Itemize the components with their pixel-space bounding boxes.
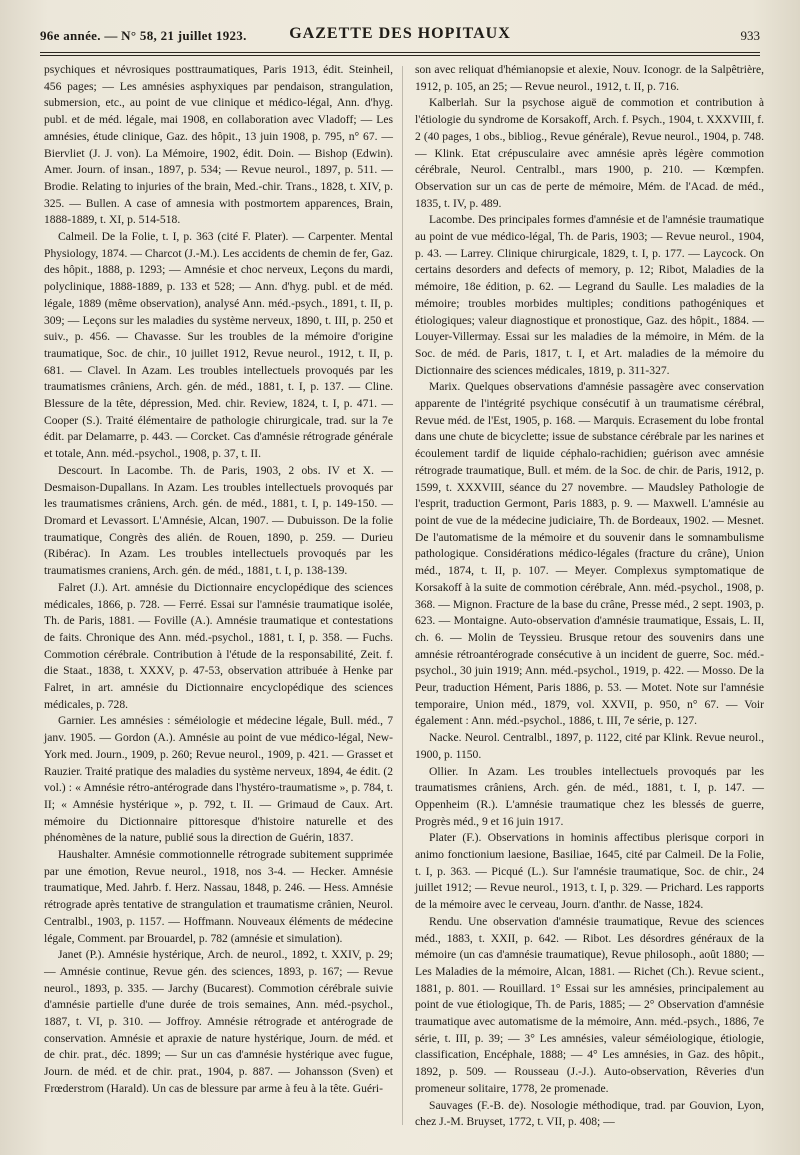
left-column xyxy=(44,62,393,1135)
page-header xyxy=(40,22,760,52)
paragraph: Rendu. Une observation d'amnésie traumatique, Revue des sciences méd., 1883, t. XXII, p. 642. — Ribot. Les désordres généraux de la mémoire (un cas d'amnésie traumatique), Revue philosoph., août 1880; — Les Maladies de la mémoire, Alcan, 1881. — Richet (Ch.). Revue scient., 1881, p. 801. — Rouillard. 1° Essai sur les amnésies, principalement au point de vue étiologique, Th. de Paris, 1885; — 2° Observation d'amnésie traumatique avec automatisme de la mémoire, Ann. méd.-psych., 1886, 7e série, t. III, p. 39; — 3° Les amnésies, valeur séméiologique, étiologie, classification, Encéphale, 1888; — 4° Les amnésies, in Gaz. des hôpit., 1892, p. 509. — Rousseau (J.-J.). Auto-observation, Rêveries d'un promeneur solitaire, 1778, 2e promenade. xyxy=(415,914,764,1095)
paragraph: Nacke. Neurol. Centralbl., 1897, p. 1122, cité par Klink. Revue neurol., 1900, p. 1150. xyxy=(415,731,764,761)
paragraph: Garnier. Les amnésies : séméiologie et médecine légale, Bull. méd., 7 janv. 1905. — Gordon (A.). Amnésie au point de vue médico-légal, New-York med. Journ., 1909, p. 260; Revue neurol., 1909, p. 421. — Grasset et Rauzier. Traité pratique des maladies du système nerveux, 1894, 4e édit. (2 vol.) : « Amnésie rétro-antérograde dans l'hystéro-traumatisme », p. 784, t. II; « Amnésie hystérique », p. 792, t. II. — Grimaud de Caux. Art. mémoire du Dictionnaire pittoresque d'histoire naturelle et des phénomènes de la nature, publié sous la direction de Guérin, 1837. xyxy=(44,714,393,845)
journal-title: GAZETTE DES HOPITAUX xyxy=(289,25,511,42)
paragraph: Marix. Quelques observations d'amnésie passagère avec conservation apparente de l'intégrité psychique consécutif à un traumatisme cérébral, Revue méd. de l'Est, 1905, p. 168. — Marquis. Ecrasement du lobe frontal dans une chute de bicyclette; issue de substance cérébrale par les narines et écoulement tardif de liquide céphalo-rachidien; guérison avec amnésie rétrograde traumatique, Bull. et mém. de la Soc. de chir. de Paris, 1912, p. 1599, t. XXXVIII, séance du 27 novembre. — Maudsley Pathologie de l'esprit, traduction Germont, Paris 1883, p. 9. — Maxwell. L'amnésie au point de vue de la médecine judiciaire, Th. de Bordeaux, 1902. — Mesnet. De l'automatisme de la mémoire et du souvenir dans le somnambulisme pathologique. Considérations médico-légales (fracture du crâne), Union méd., 1874, t. II, p. 107. — Meyer. Complexus symptomatique de Korsakoff à la suite de commotion cérébrale, Ann. méd.-psychol., 1908, p. 368. — Mignon. Fracture de la base du crâne, Presse méd., 2 sept. 1903, p. 623. — Montaigne. Auto-observation d'amnésie traumatique, Essais, L. II, ch. 6. — Molin de Teyssieu. Brusque retour des souvenirs dans une amnésie rétroantérograde consécutive à un incident de guerre, Soc. méd.-psychol., 30 juin 1919; Ann. méd.-psychol., 1919, p. 422. — Mosso. De la Peur, traduction Hément, Paris 1886, p. 53. — Motet. Note sur l'amnésie temporaire, Union méd., 1879, vol. XXVII, p. 950, n° 67. — Voir également : Ann. méd.-psychol., 1886, t. III, 7e série, p. 127. xyxy=(415,380,764,728)
paragraph: Ollier. In Azam. Les troubles intellectuels provoqués par les traumatismes crâniens, Arch. gén. de méd., 1881, t. I, p. 147. — Oppenheim (R.). L'amnésie traumatique chez les blessés de guerre, Progrès méd., 9 et 16 juin 1917. xyxy=(415,764,764,828)
paragraph: psychiques et névrosiques posttraumatiques, Paris 1913, édit. Steinheil, 456 pages; — Les amnésies asphyxiques par pendaison, strangulation, submersion, etc., au point de vue clinique et médico-légal, Ann. d'hyg. publ. et de méd. légale, mai 1908, en collaboration avec Vladoff; — Les amnésies, étude clinique, Gaz. des hôpit., 13 juin 1908, p. 795, n° 67. — Biervliet (J. J. von). La Mémoire, 1902, édit. Doin. — Bishop (Edwin). Amer. Journ. of insan., 1897, p. 534; — Revue neurol., 1897, p. 511. — Brodie. Relating to injuries of the brain, Med.-chir. Trans., 1828, t. XIV, p. 325. — Bullen. A case of amnesia with postmortem apparences, Brain, 1888-1889, t. XI, p. 514-518. xyxy=(44,63,393,227)
paragraph: Kalberlah. Sur la psychose aiguë de commotion et contribution à l'étiologie du syndrome de Korsakoff, Arch. f. Psych., 1904, t. XXXVIII, f. 2 (40 pages, 1 obs., bibliog., Revue générale), Revue neurol., 1904, p. 748. — Klink. Etat crépusculaire avec amnésie après légère commotion cérébrale, Neurol. Centralbl., mars 1900, p. 210. — Kœmpfen. Observation sur un cas de perte de mémoire, Mém. de l'Acad. de méd., 1835, t. IV, p. 489. xyxy=(415,96,764,210)
paragraph: Descourt. In Lacombe. Th. de Paris, 1903, 2 obs. IV et X. — Desmaison-Dupallans. In Azam. Les troubles intellectuels provoqués par les traumatismes crâniens, Arch. gén. de méd., 1881, t. I, p. 149-150. — Dromard et Levassort. L'Amnésie, Alcan, 1907. — Dubuisson. De la folie traumatique, Congrès des alién. de Rouen, 1890, p. 259. — Durieu (Ribérac). In Azam. Les troubles intellectuels provoqués par les traumatismes craniens, Arch. gén. de méd., 1881, t. I, p. 138-139. xyxy=(44,463,393,578)
column-divider xyxy=(402,66,403,1125)
page-number: 933 xyxy=(740,28,760,43)
issue-info: 96e année. — N° 58, 21 juillet 1923. xyxy=(40,28,247,43)
paragraph: Falret (J.). Art. amnésie du Dictionnaire encyclopédique des sciences médicales, 1866, p. 728. — Ferré. Essai sur l'amnésie traumatique isolée, Th. de Paris, 1881. — Foville (A.). Amnésie traumatique et contestations de faits. Chronique des Ann. méd.-psychol., 1881, t. I, p. 358. — Fuchs. Commotion cérébrale. Contribution à l'étude de la responsabilité, Zeit. f. die Staat., 1838, t. XXXV, p. 47-53, observation attribuée à Henke par Falret, in art. amnésie du Dictionnaire encyclopédique des sciences médicales, p. 728. xyxy=(44,580,393,711)
paragraph: son avec reliquat d'hémianopsie et alexie, Nouv. Iconogr. de la Salpêtrière, 1912, p. 105, an 25; — Revue neurol., 1912, t. II, p. 716. xyxy=(415,63,764,93)
paragraph: Calmeil. De la Folie, t. I, p. 363 (cité F. Plater). — Carpenter. Mental Physiology, 1874. — Charcot (J.-M.). Les accidents de chemin de fer, Gaz. des hôpit., 1888, p. 1293; — Amnésie et choc nerveux, Leçons du mardi, polyclinique, 1888-1889, p. 133 et 528; — Ann. d'hyg. publ. et de méd. légale, 1889 (même observation), analysé Ann. méd.-psych., 1891, t. II, p. 309; — Leçons sur les maladies du système nerveux, 1890, t. III, p. 250 et suiv., p. 456. — Chavasse. Sur les troubles de la mémoire d'origine traumatique, Soc. de chir., 10 juillet 1912, Revue neurol., 1912, t. II, p. 681. — Clavel. In Azam. Les troubles intellectuels provoqués par les traumatismes crâniens, Arch. gén. de méd., 1881, t. I, p. 137. — Cline. Blessure de la tête, dépression, Med. chir. Review, 1824, t. I, p. 471. — Cooper (S.). Traité élémentaire de pathologie chirurgicale, trad. sur la 7e édit. par Delamarre, p. 443. — Corcket. Cas d'amnésie rétrograde générale et totale, Ann. méd.-psychol., 1908, p. 37, t. II. xyxy=(44,230,393,461)
paragraph: Haushalter. Amnésie commotionnelle rétrograde subitement supprimée par une émotion, Revue neurol., 1918, nos 3-4. — Hecker. Amnésie traumatique, Med. Jahrb. f. Herz. Nassau, 1848, p. 246. — Hess. Amnésie rétrograde après tentative de strangulation et traumatisme crânien, Neurol. Centralbl., 1903, p. 1157. — Hoffmann. Nouveaux éléments de médecine légale, Comment. par Brouardel, p. 782 (amnésie et simulation). xyxy=(44,848,393,945)
paragraph: Plater (F.). Observations in hominis affectibus plerisque corpori in animo fonctionium laesione, Basiliae, 1645, cité par Calmeil. De la Folie, t. I, p. 363. — Picqué (L.). Sur l'amnésie traumatique, Soc. de chir., 24 juillet 1912; — Revue neurol., 1913, t. I, p. 329. — Prichard. Les rapports de la mémoire avec le cerveau, Journ. d'anthr. de Nasse, 1824. xyxy=(415,831,764,912)
paragraph: Sauvages (F.-B. de). Nosologie méthodique, trad. par Gouvion, Lyon, chez J.-M. Bruyset, 1772, t. VII, p. 408; — xyxy=(415,1098,764,1129)
header-rule-double xyxy=(40,55,760,56)
text-columns xyxy=(44,62,764,1135)
header-rule xyxy=(40,52,760,53)
right-column xyxy=(415,62,764,1135)
paragraph: Janet (P.). Amnésie hystérique, Arch. de neurol., 1892, t. XXIV, p. 29; — Amnésie continue, Revue gén. des sciences, 1893, p. 167; — Revue neurol., 1893, p. 335. — Jarchy (Bucarest). Commotion cérébrale suivie d'amnésie partielle d'une durée de trois semaines, Ann. méd.-psychol., 1887, t. VI, p. 310. — Joffroy. Amnésie rétrograde et antérograde de conservation. Amnésie et apraxie de nature hystérique, Journ. de méd. et de chir. prat., déc. 1899; — Sur un cas d'amnésie hystérique avec fugue, Journ. de méd. et de chir. prat., 1904, p. 887. — Johansson (Sven) et Frœderstrom (Harald). Un cas de blessure par arme à feu à la tête. Guéri- xyxy=(44,948,393,1095)
paragraph: Lacombe. Des principales formes d'amnésie et de l'amnésie traumatique au point de vue médico-légal, Th. de Paris, 1903; — Revue neurol., 1904, p. 43. — Larrey. Clinique chirurgicale, 1829, t. I, p. 177. — Laycock. On certains desorders and defects of memory, p. 12; Ribot, Maladies de la mémoire, 18e édition, p. 62. — Legrand du Saulle. Les maladies de la mémoire; troubles morbides multiples; conditions pathogéniques et étiologiques; valeur diagnostique et pronostique, Gaz. des hôpit., 1884. — Louyer-Villermay. Essai sur les maladies de la mémoire, in Mém. de la Soc. de méd. de Paris, 1817, t. I, et Art. maladies de la mémoire du Dictionnaire des sciences médicales, 1819, p. 311-327. xyxy=(415,213,764,377)
